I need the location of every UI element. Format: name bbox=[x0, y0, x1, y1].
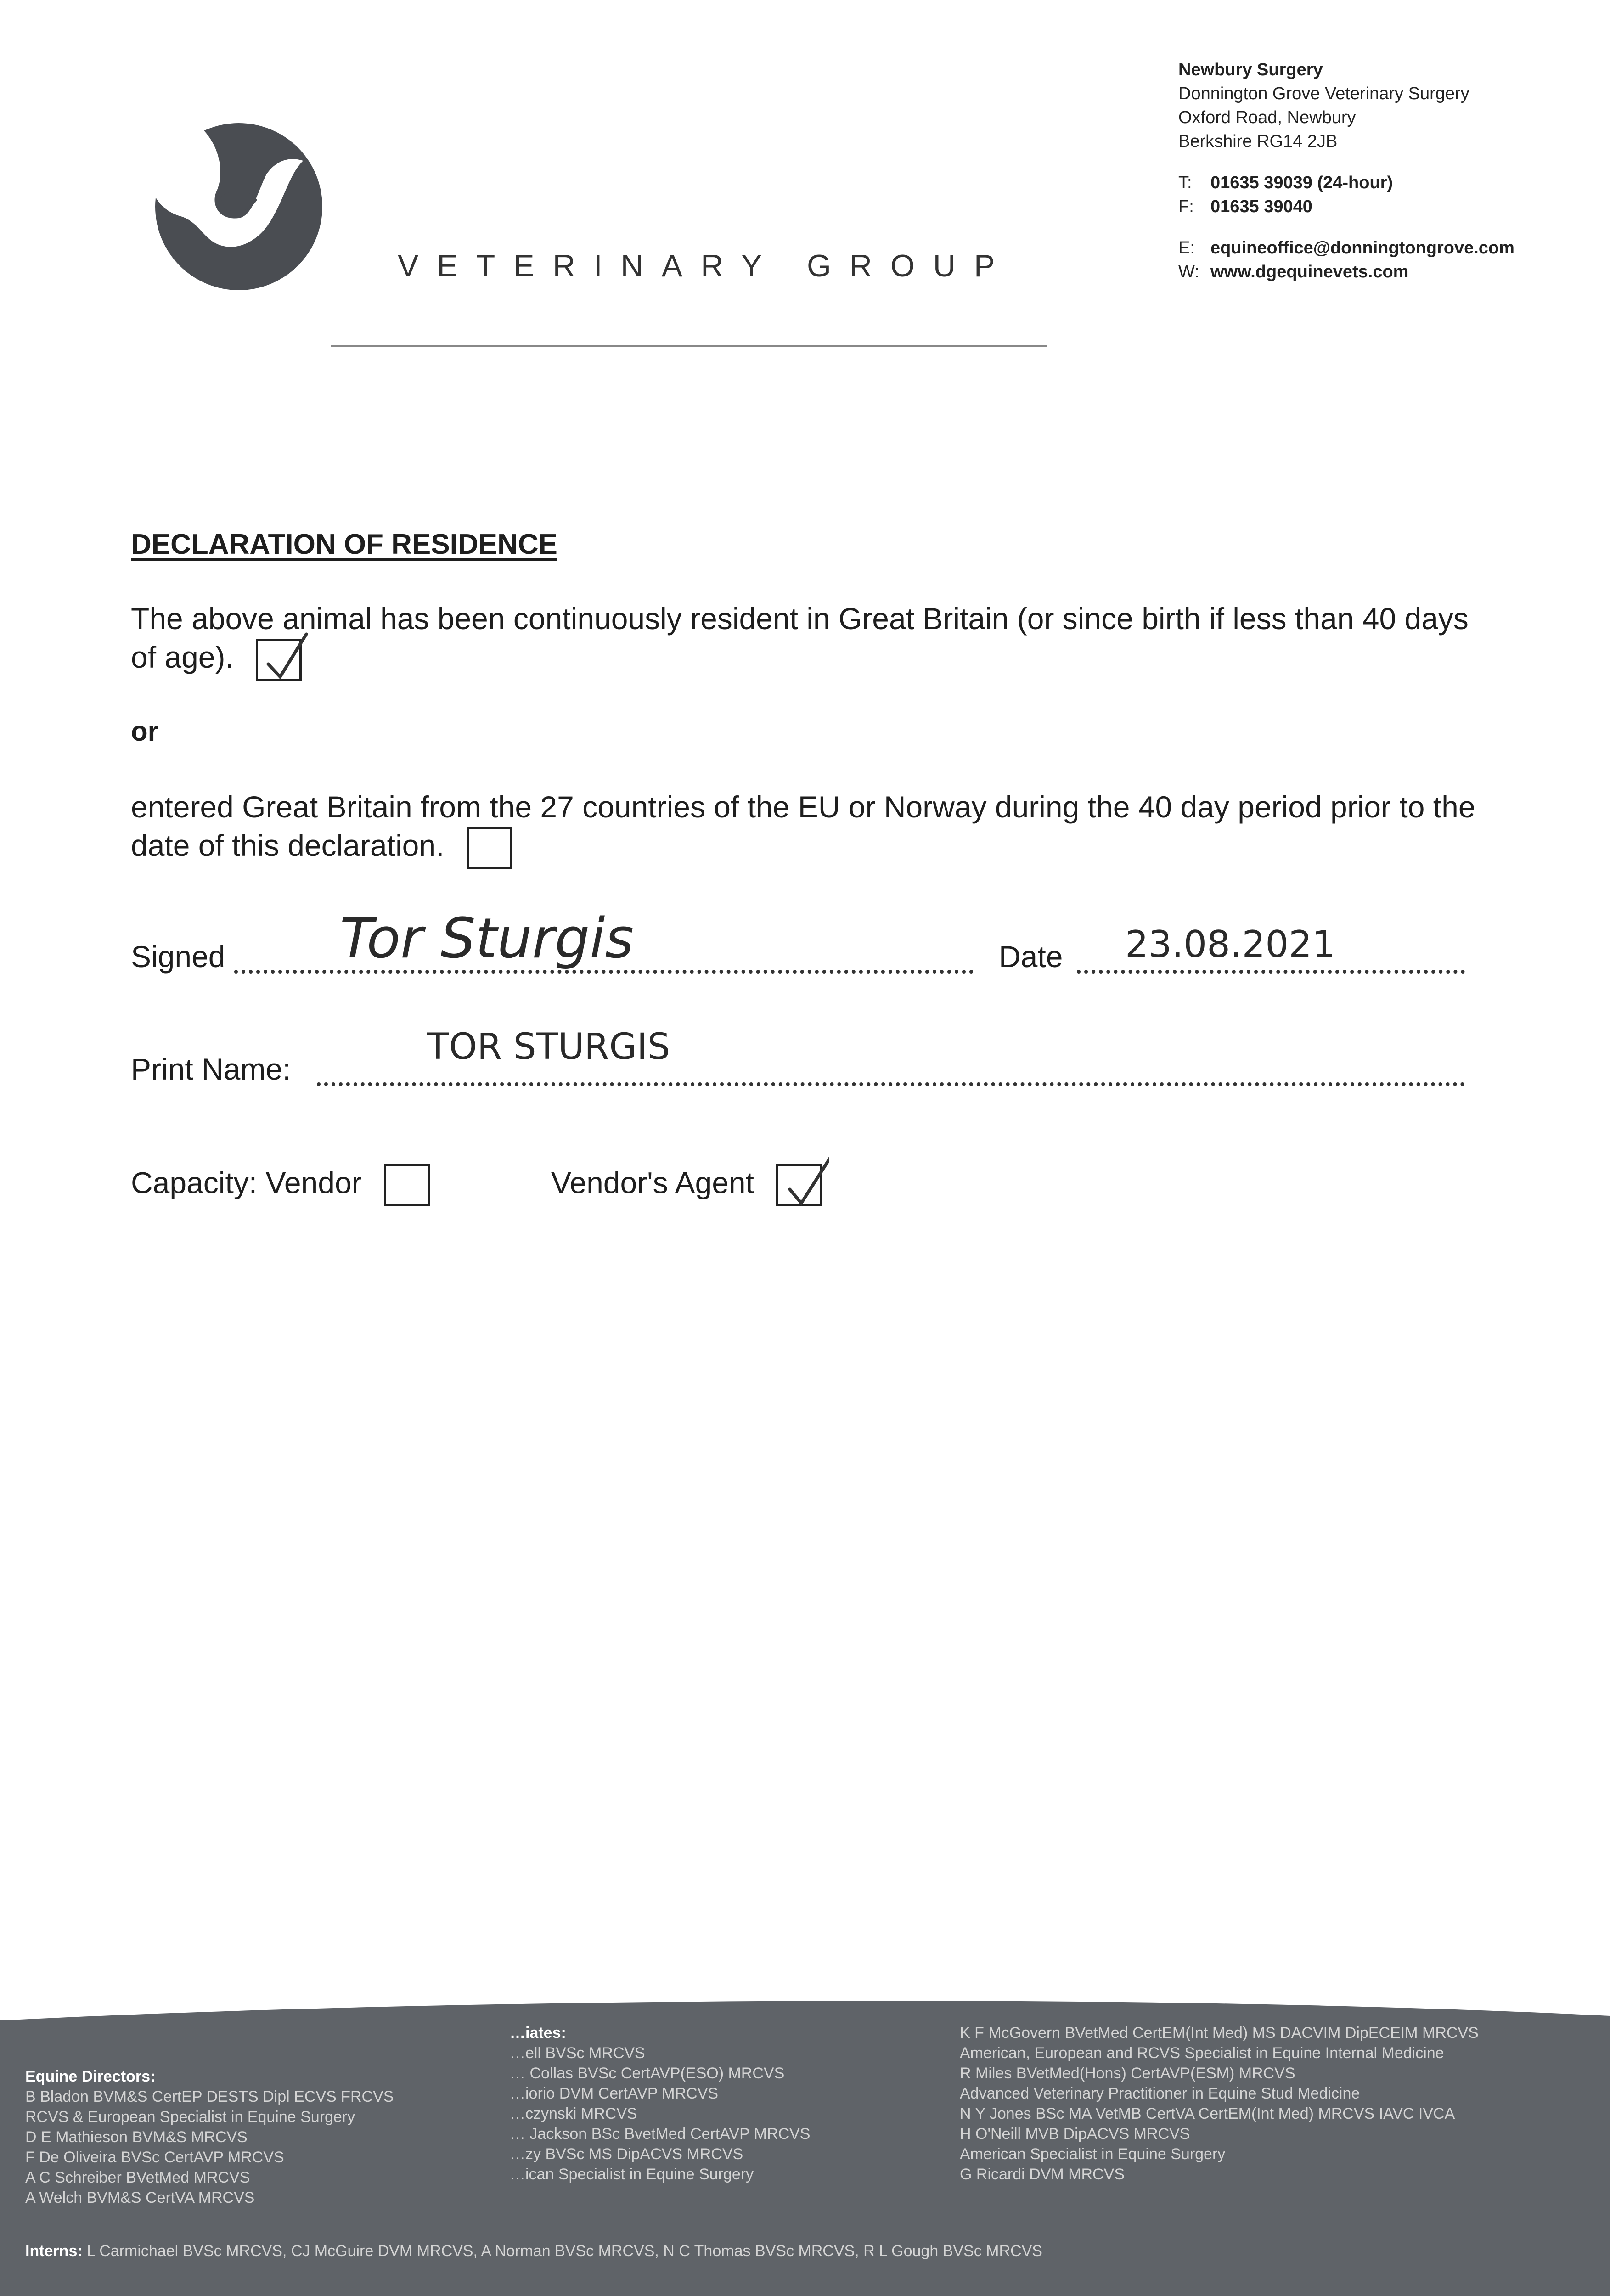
office-name: Newbury Surgery bbox=[1178, 60, 1323, 79]
director: A C Schreiber BVetMed MRCVS bbox=[25, 2169, 250, 2186]
vendor-agent-checkbox[interactable] bbox=[776, 1164, 822, 1206]
date-line bbox=[1077, 970, 1465, 974]
associate: K F McGovern BVetMed CertEM(Int Med) MS DACVIM DipECEIM MRCVS bbox=[960, 2024, 1479, 2042]
email-value: equineoffice@donningtongrove.com bbox=[1210, 238, 1514, 258]
print-name-handwritten[interactable]: TOR STURGIS bbox=[427, 1026, 670, 1068]
associate: G Ricardi DVM MRCVS bbox=[960, 2166, 1125, 2183]
check-mark-icon bbox=[783, 1157, 829, 1208]
associates-list-2 bbox=[960, 2023, 1479, 2184]
director: D E Mathieson BVM&S MRCVS bbox=[25, 2128, 248, 2146]
associates-heading: …iates: bbox=[510, 2024, 566, 2042]
telephone-value: 01635 39039 (24-hour) bbox=[1210, 173, 1393, 192]
directors-list bbox=[25, 2066, 394, 2208]
option-entered-text: entered Great Britain from the 27 countries of the EU or Norway during the 40 day period prior to the date of this declaration. bbox=[131, 790, 1475, 862]
option-entered bbox=[131, 788, 1486, 869]
website-value: www.dgequinevets.com bbox=[1210, 262, 1409, 281]
date-label: Date bbox=[999, 940, 1063, 974]
or-separator: or bbox=[131, 716, 158, 747]
brand-name: VETERINARY GROUP bbox=[398, 248, 1013, 283]
vendor-checkbox[interactable] bbox=[384, 1164, 430, 1206]
interns-line bbox=[25, 2241, 1042, 2261]
director: B Bladon BVM&S CertEP DESTS Dipl ECVS FRCVS bbox=[25, 2088, 394, 2105]
address-line-3: Berkshire RG14 2JB bbox=[1178, 132, 1338, 151]
signed-label: Signed bbox=[131, 940, 225, 974]
option-resident-text: The above animal has been continuously resident in Great Britain (or since birth if less than 40 days of age). bbox=[131, 602, 1469, 674]
resident-checkbox[interactable] bbox=[256, 639, 302, 681]
entered-checkbox[interactable] bbox=[467, 827, 512, 869]
veterinary-group-logo bbox=[152, 119, 324, 292]
interns-heading: Interns: bbox=[25, 2242, 83, 2260]
associate: …ell BVSc MRCVS bbox=[510, 2044, 645, 2062]
associates-list bbox=[510, 2023, 810, 2184]
associate: …ican Specialist in Equine Surgery bbox=[510, 2166, 754, 2183]
fax-value: 01635 39040 bbox=[1210, 197, 1312, 216]
directors-heading: Equine Directors: bbox=[25, 2068, 156, 2085]
telephone-label: T: bbox=[1178, 173, 1192, 192]
signature-handwritten[interactable]: Tor Sturgis bbox=[340, 907, 634, 971]
capacity-row bbox=[131, 1164, 430, 1206]
fax bbox=[1178, 195, 1514, 219]
address-line-1: Donnington Grove Veterinary Surgery bbox=[1178, 84, 1469, 103]
print-name-line bbox=[317, 1082, 1465, 1086]
fax-label: F: bbox=[1178, 197, 1194, 216]
declaration-heading: DECLARATION OF RESIDENCE bbox=[131, 529, 557, 560]
associate: Advanced Veterinary Practitioner in Equine Stud Medicine bbox=[960, 2085, 1360, 2102]
website-label: W: bbox=[1178, 262, 1199, 281]
address-line-2: Oxford Road, Newbury bbox=[1178, 108, 1356, 127]
associate: N Y Jones BSc MA VetMB CertVA CertEM(Int Med) MRCVS IAVC IVCA bbox=[960, 2105, 1455, 2122]
header-divider bbox=[331, 345, 1047, 347]
director: RCVS & European Specialist in Equine Surgery bbox=[25, 2108, 355, 2126]
associate: … Jackson BSc BvetMed CertAVP MRCVS bbox=[510, 2125, 811, 2143]
email-label: E: bbox=[1178, 238, 1195, 258]
agent-row bbox=[551, 1164, 822, 1206]
director: A Welch BVM&S CertVA MRCVS bbox=[25, 2189, 255, 2206]
associate: American, European and RCVS Specialist in Equine Internal Medicine bbox=[960, 2044, 1444, 2062]
telephone bbox=[1178, 171, 1514, 195]
website bbox=[1178, 260, 1514, 284]
contact-block bbox=[1178, 58, 1514, 284]
capacity-vendor-label: Capacity: Vendor bbox=[131, 1165, 362, 1200]
associate: …czynski MRCVS bbox=[510, 2105, 637, 2122]
associate: …zy BVSc MS DipACVS MRCVS bbox=[510, 2145, 743, 2163]
interns-names: L Carmichael BVSc MRCVS, CJ McGuire DVM MRCVS, A Norman BVSc MRCVS, N C Thomas BVSc MRCVS, R L Gough BVSc MRCVS bbox=[87, 2242, 1042, 2260]
associate: H O'Neill MVB DipACVS MRCVS bbox=[960, 2125, 1190, 2143]
associate: American Specialist in Equine Surgery bbox=[960, 2145, 1226, 2163]
associate: R Miles BVetMed(Hons) CertAVP(ESM) MRCVS bbox=[960, 2065, 1295, 2082]
print-name-label: Print Name: bbox=[131, 1052, 291, 1086]
email bbox=[1178, 236, 1514, 260]
option-resident bbox=[131, 599, 1486, 681]
date-handwritten[interactable]: 23.08.2021 bbox=[1125, 923, 1336, 966]
check-mark-icon bbox=[263, 632, 309, 682]
director: F De Oliveira BVSc CertAVP MRCVS bbox=[25, 2149, 284, 2166]
associate: …iorio DVM CertAVP MRCVS bbox=[510, 2085, 719, 2102]
vendor-agent-label: Vendor's Agent bbox=[551, 1165, 754, 1200]
associate: … Collas BVSc CertAVP(ESO) MRCVS bbox=[510, 2065, 785, 2082]
